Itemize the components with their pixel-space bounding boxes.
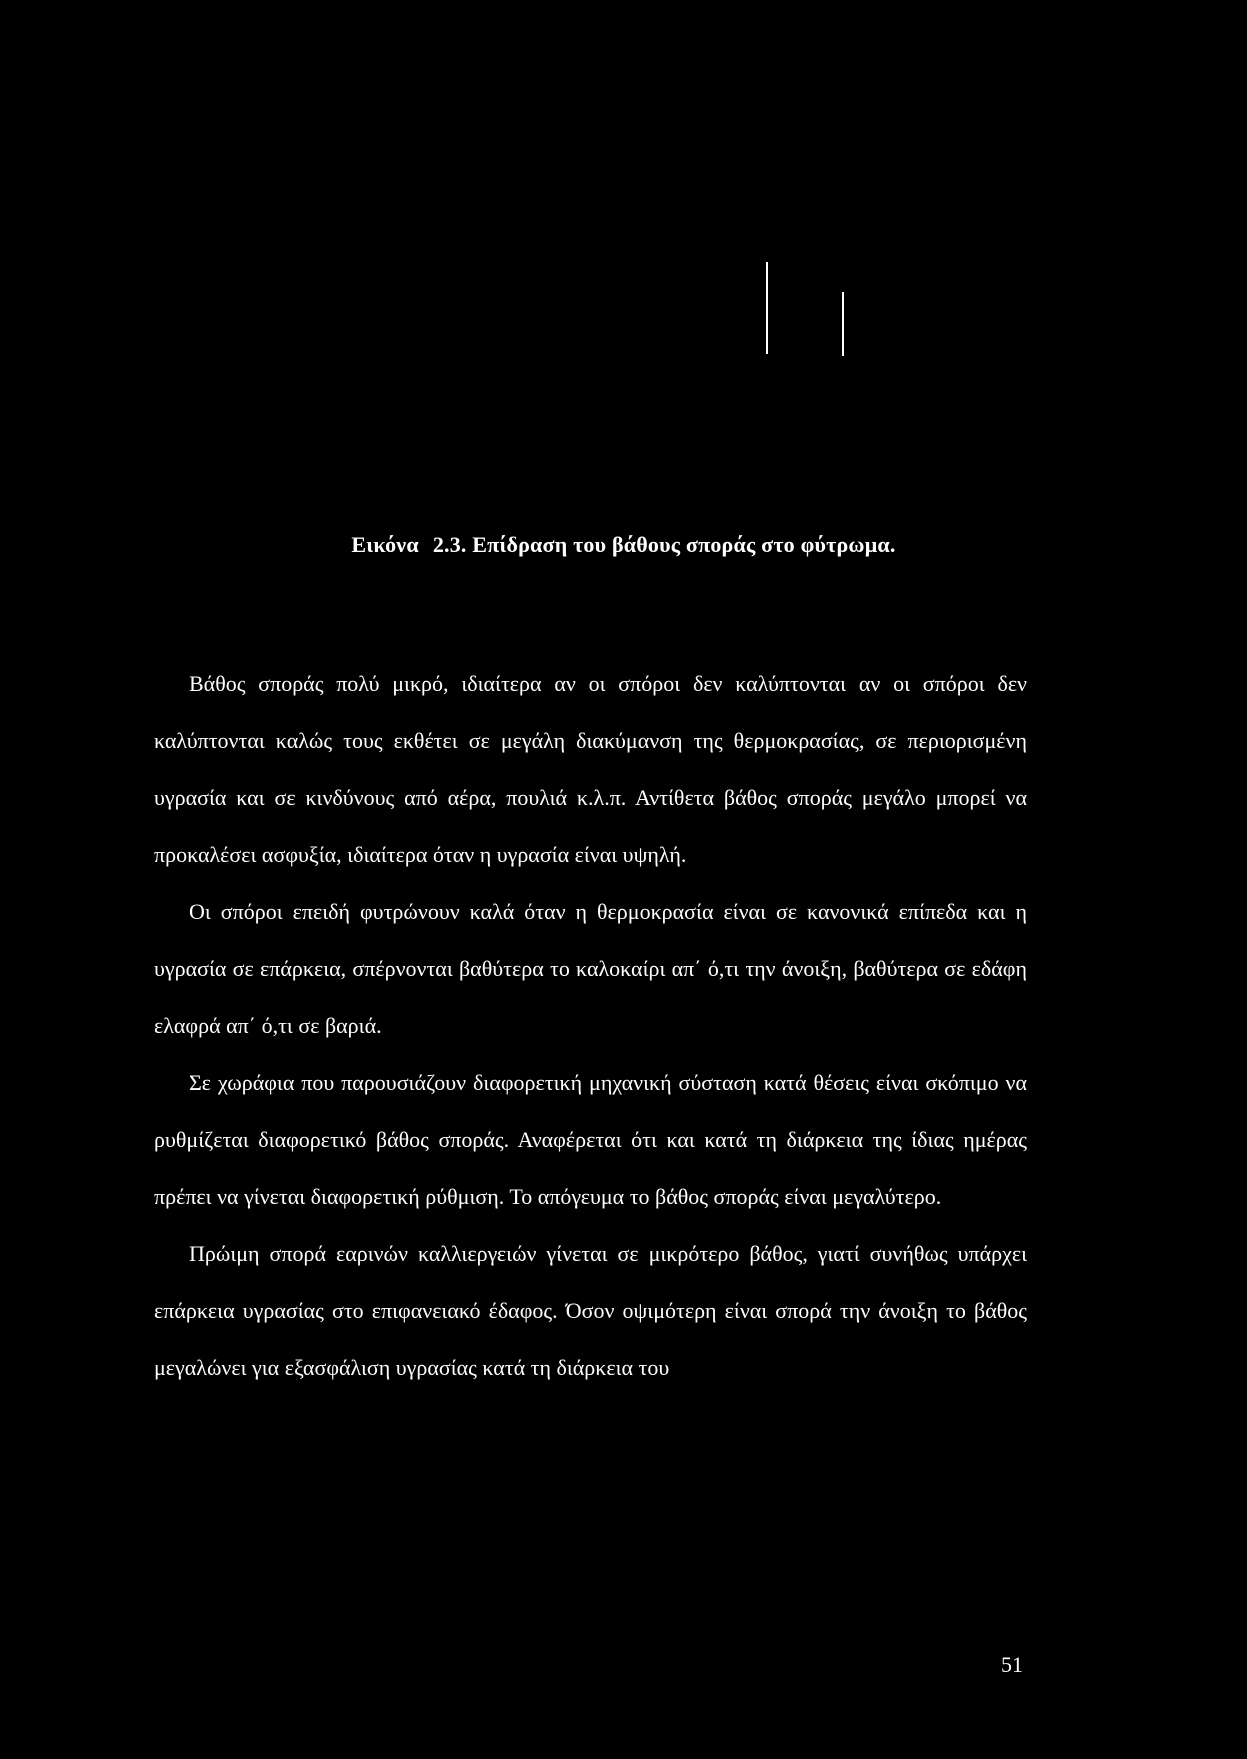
- figure-line-mark: [766, 262, 768, 354]
- paragraph: Πρώιμη σπορά εαρινών καλλιεργειών γίνεται σε μικρότερο βάθος, γιατί συνήθως υπάρχει επάρκεια υγρασίας στο επιφανειακό έδαφος. Όσον οψιμότερη είναι σπορά την άνοιξη το βάθος μεγαλώνει για εξασφάλιση υγρασίας κατά τη διάρκεια του: [154, 1241, 1027, 1380]
- figure-caption-label: Εικόνα: [351, 532, 419, 557]
- paragraph: Βάθος σποράς πολύ μικρό, ιδιαίτερα αν οι σπόροι δεν καλύπτονται αν οι σπόροι δεν καλύπτονται καλώς τους εκθέτει σε μεγάλη διακύμανση της θερμοκρασίας, σε περιορισμένη υγρασία και σε κινδύνους από αέρα, πουλιά κ.λ.π. Αντίθετα βάθος σποράς μεγάλο μπορεί να προκαλέσει ασφυξία, ιδιαίτερα όταν η υγρασία είναι υψηλή.: [154, 671, 1027, 867]
- figure-line-mark: [842, 292, 844, 356]
- figure-image-area: [0, 0, 1247, 420]
- figure-caption-text: 2.3. Επίδραση του βάθους σποράς στο φύτρωμα.: [432, 532, 896, 557]
- page-number: 51: [1001, 1652, 1023, 1677]
- paragraph: Οι σπόροι επειδή φυτρώνουν καλά όταν η θερμοκρασία είναι σε κανονικά επίπεδα και η υγρασία σε επάρκεια, σπέρνονται βαθύτερα το καλοκαίρι απ΄ ό,τι την άνοιξη, βαθύτερα σε εδάφη ελαφρά απ΄ ό,τι σε βαριά.: [154, 899, 1027, 1038]
- figure-caption: [0, 532, 1247, 558]
- paragraph: Σε χωράφια που παρουσιάζουν διαφορετική μηχανική σύσταση κατά θέσεις είναι σκόπιμο να ρυθμίζεται διαφορετικό βάθος σποράς. Αναφέρεται ότι και κατά τη διάρκεια της ίδιας ημέρας πρέπει να γίνεται διαφορετική ρύθμιση. Το απόγευμα το βάθος σποράς είναι μεγαλύτερο.: [154, 1070, 1027, 1209]
- body-text: [154, 655, 1027, 1396]
